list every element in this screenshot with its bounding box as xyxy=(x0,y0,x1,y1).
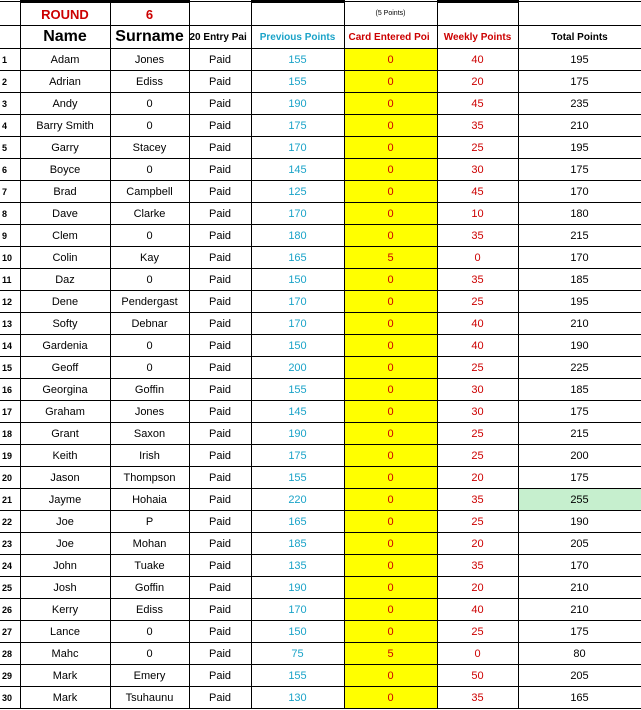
row-number[interactable]: 11 xyxy=(0,269,20,291)
cell-card-entered-points[interactable]: 0 xyxy=(344,687,437,709)
cell-weekly-points[interactable]: 20 xyxy=(437,467,518,489)
table-row xyxy=(0,511,641,533)
cell-card-entered-points[interactable]: 0 xyxy=(344,159,437,181)
cell-weekly-points[interactable]: 50 xyxy=(437,665,518,687)
cell-entry-paid[interactable]: Paid xyxy=(189,181,251,203)
cell-total-points[interactable]: 210 xyxy=(518,313,641,335)
cell-name[interactable]: Colin xyxy=(20,247,110,269)
cell-total-points[interactable]: 175 xyxy=(518,467,641,489)
cell-card-entered-points[interactable]: 5 xyxy=(344,643,437,665)
row-number[interactable]: 28 xyxy=(0,643,20,665)
header-name[interactable]: Name xyxy=(20,26,110,49)
cell-previous-points[interactable]: 135 xyxy=(251,555,344,577)
cell-total-points[interactable]: 255 xyxy=(518,489,641,511)
cell-weekly-points[interactable]: 40 xyxy=(437,313,518,335)
cell-total-points[interactable]: 195 xyxy=(518,49,641,71)
cell-entry-paid[interactable]: Paid xyxy=(189,467,251,489)
cell-entry-paid[interactable]: Paid xyxy=(189,93,251,115)
row-number[interactable]: 21 xyxy=(0,489,20,511)
row-number[interactable]: 8 xyxy=(0,203,20,225)
table-row xyxy=(0,247,641,269)
cell-name[interactable]: Georgina xyxy=(20,379,110,401)
cell-total-points[interactable]: 185 xyxy=(518,269,641,291)
cell-name[interactable]: Boyce xyxy=(20,159,110,181)
cell-total-points[interactable]: 165 xyxy=(518,687,641,709)
cell-total-points[interactable]: 180 xyxy=(518,203,641,225)
cell-name[interactable]: Dene xyxy=(20,291,110,313)
cell-previous-points[interactable]: 200 xyxy=(251,357,344,379)
cell-previous-points[interactable]: 150 xyxy=(251,335,344,357)
cell-card-entered-points[interactable]: 0 xyxy=(344,357,437,379)
table-row xyxy=(0,577,641,599)
cell-previous-points[interactable]: 170 xyxy=(251,291,344,313)
cell-previous-points[interactable]: 155 xyxy=(251,71,344,93)
cell-card-entered-points[interactable]: 0 xyxy=(344,137,437,159)
cell-previous-points[interactable]: 165 xyxy=(251,511,344,533)
cell-card-entered-points[interactable]: 0 xyxy=(344,533,437,555)
cell-surname[interactable]: 0 xyxy=(110,269,189,291)
cell-surname[interactable]: 0 xyxy=(110,357,189,379)
cell-card-entered-points[interactable]: 0 xyxy=(344,225,437,247)
table-row xyxy=(0,621,641,643)
cell-entry-paid[interactable]: Paid xyxy=(189,313,251,335)
row-number[interactable]: 29 xyxy=(0,665,20,687)
row-number[interactable]: 25 xyxy=(0,577,20,599)
cell-surname[interactable]: Hohaia xyxy=(110,489,189,511)
table-row xyxy=(0,379,641,401)
cell-weekly-points[interactable]: 35 xyxy=(437,225,518,247)
cell-entry-paid[interactable]: Paid xyxy=(189,71,251,93)
cell-entry-paid[interactable]: Paid xyxy=(189,489,251,511)
table-row xyxy=(0,489,641,511)
row-number[interactable]: 12 xyxy=(0,291,20,313)
round-blank-weekly[interactable] xyxy=(437,2,518,26)
cell-surname[interactable]: Goffin xyxy=(110,379,189,401)
cell-weekly-points[interactable]: 35 xyxy=(437,115,518,137)
cell-name[interactable]: Grant xyxy=(20,423,110,445)
cell-card-entered-points[interactable]: 0 xyxy=(344,511,437,533)
table-row xyxy=(0,401,641,423)
cell-previous-points[interactable]: 150 xyxy=(251,621,344,643)
cell-previous-points[interactable]: 190 xyxy=(251,93,344,115)
cell-total-points[interactable]: 225 xyxy=(518,357,641,379)
cell-entry-paid[interactable]: Paid xyxy=(189,687,251,709)
cell-previous-points[interactable]: 155 xyxy=(251,49,344,71)
table-row xyxy=(0,335,641,357)
table-row xyxy=(0,269,641,291)
cell-name[interactable]: Josh xyxy=(20,577,110,599)
cell-surname[interactable]: 0 xyxy=(110,159,189,181)
cell-card-entered-points[interactable]: 0 xyxy=(344,291,437,313)
row-number[interactable]: 26 xyxy=(0,599,20,621)
table-row xyxy=(0,181,641,203)
table-row xyxy=(0,49,641,71)
cell-previous-points[interactable]: 170 xyxy=(251,137,344,159)
cell-surname[interactable]: 0 xyxy=(110,225,189,247)
cell-weekly-points[interactable]: 20 xyxy=(437,533,518,555)
table-row xyxy=(0,71,641,93)
cell-previous-points[interactable]: 190 xyxy=(251,577,344,599)
cell-total-points[interactable]: 215 xyxy=(518,225,641,247)
cell-previous-points[interactable]: 170 xyxy=(251,313,344,335)
cell-previous-points[interactable]: 190 xyxy=(251,423,344,445)
cell-name[interactable]: Brad xyxy=(20,181,110,203)
cell-surname[interactable]: 0 xyxy=(110,643,189,665)
cell-previous-points[interactable]: 185 xyxy=(251,533,344,555)
cell-card-entered-points[interactable]: 0 xyxy=(344,665,437,687)
row-number[interactable]: 13 xyxy=(0,313,20,335)
row-number[interactable]: 18 xyxy=(0,423,20,445)
table-row xyxy=(0,687,641,709)
table-row xyxy=(0,555,641,577)
cell-surname[interactable]: Irish xyxy=(110,445,189,467)
corner-cell[interactable] xyxy=(0,2,20,26)
round-blank-total[interactable] xyxy=(518,2,641,26)
row-number[interactable]: 1 xyxy=(0,49,20,71)
cell-surname[interactable]: Goffin xyxy=(110,577,189,599)
table-row xyxy=(0,291,641,313)
cell-total-points[interactable]: 210 xyxy=(518,577,641,599)
cell-total-points[interactable]: 210 xyxy=(518,599,641,621)
cell-name[interactable]: Gardenia xyxy=(20,335,110,357)
cell-surname[interactable]: 0 xyxy=(110,621,189,643)
cell-previous-points[interactable]: 125 xyxy=(251,181,344,203)
cell-total-points[interactable]: 195 xyxy=(518,291,641,313)
cell-card-entered-points[interactable]: 0 xyxy=(344,401,437,423)
cell-weekly-points[interactable]: 30 xyxy=(437,379,518,401)
cell-surname[interactable]: Tuake xyxy=(110,555,189,577)
cell-entry-paid[interactable]: Paid xyxy=(189,599,251,621)
cell-surname[interactable]: Stacey xyxy=(110,137,189,159)
cell-entry-paid[interactable]: Paid xyxy=(189,159,251,181)
cell-previous-points[interactable]: 175 xyxy=(251,115,344,137)
cell-card-entered-points[interactable]: 0 xyxy=(344,445,437,467)
row-number[interactable]: 10 xyxy=(0,247,20,269)
cell-card-entered-points[interactable]: 0 xyxy=(344,555,437,577)
cell-total-points[interactable]: 215 xyxy=(518,423,641,445)
cell-total-points[interactable]: 175 xyxy=(518,401,641,423)
cell-total-points[interactable]: 170 xyxy=(518,181,641,203)
row-number[interactable]: 15 xyxy=(0,357,20,379)
cell-weekly-points[interactable]: 25 xyxy=(437,137,518,159)
card-points-note[interactable]: (5 Points) xyxy=(344,2,437,26)
row-number[interactable]: 3 xyxy=(0,93,20,115)
cell-name[interactable]: Daz xyxy=(20,269,110,291)
cell-entry-paid[interactable]: Paid xyxy=(189,115,251,137)
cell-weekly-points[interactable]: 0 xyxy=(437,247,518,269)
cell-card-entered-points[interactable]: 0 xyxy=(344,423,437,445)
cell-entry-paid[interactable]: Paid xyxy=(189,357,251,379)
row-number[interactable]: 20 xyxy=(0,467,20,489)
cell-entry-paid[interactable]: Paid xyxy=(189,137,251,159)
cell-weekly-points[interactable]: 40 xyxy=(437,335,518,357)
cell-total-points[interactable]: 195 xyxy=(518,137,641,159)
cell-surname[interactable]: Thompson xyxy=(110,467,189,489)
cell-name[interactable]: Garry xyxy=(20,137,110,159)
cell-total-points[interactable]: 175 xyxy=(518,71,641,93)
cell-surname[interactable]: Tsuhaunu xyxy=(110,687,189,709)
cell-previous-points[interactable]: 220 xyxy=(251,489,344,511)
cell-total-points[interactable]: 235 xyxy=(518,93,641,115)
cell-total-points[interactable]: 170 xyxy=(518,555,641,577)
cell-surname[interactable]: Ediss xyxy=(110,599,189,621)
header-surname[interactable]: Surname xyxy=(110,26,189,49)
cell-card-entered-points[interactable]: 0 xyxy=(344,621,437,643)
cell-surname[interactable]: Debnar xyxy=(110,313,189,335)
table-row xyxy=(0,225,641,247)
cell-card-entered-points[interactable]: 0 xyxy=(344,181,437,203)
cell-card-entered-points[interactable]: 5 xyxy=(344,247,437,269)
round-blank-prev[interactable] xyxy=(251,2,344,26)
cell-previous-points[interactable]: 75 xyxy=(251,643,344,665)
cell-previous-points[interactable]: 155 xyxy=(251,665,344,687)
cell-card-entered-points[interactable]: 0 xyxy=(344,203,437,225)
cell-entry-paid[interactable]: Paid xyxy=(189,555,251,577)
cell-card-entered-points[interactable]: 0 xyxy=(344,489,437,511)
cell-name[interactable]: Mark xyxy=(20,687,110,709)
header-previous-points[interactable]: Previous Points xyxy=(251,26,344,49)
table-row xyxy=(0,445,641,467)
row-number[interactable]: 4 xyxy=(0,115,20,137)
cell-total-points[interactable]: 175 xyxy=(518,621,641,643)
cell-name[interactable]: Geoff xyxy=(20,357,110,379)
cell-name[interactable]: Jayme xyxy=(20,489,110,511)
cell-total-points[interactable]: 210 xyxy=(518,115,641,137)
cell-weekly-points[interactable]: 20 xyxy=(437,71,518,93)
cell-total-points[interactable]: 200 xyxy=(518,445,641,467)
header-corner[interactable] xyxy=(0,26,20,49)
cell-name[interactable]: Joe xyxy=(20,511,110,533)
table-row xyxy=(0,643,641,665)
cell-card-entered-points[interactable]: 0 xyxy=(344,71,437,93)
cell-weekly-points[interactable]: 25 xyxy=(437,621,518,643)
cell-name[interactable]: Softy xyxy=(20,313,110,335)
cell-name[interactable]: Barry Smith xyxy=(20,115,110,137)
cell-name[interactable]: Lance xyxy=(20,621,110,643)
cell-previous-points[interactable]: 145 xyxy=(251,159,344,181)
cell-entry-paid[interactable]: Paid xyxy=(189,423,251,445)
header-row xyxy=(0,26,641,49)
cell-surname[interactable]: Pendergast xyxy=(110,291,189,313)
row-number[interactable]: 14 xyxy=(0,335,20,357)
cell-entry-paid[interactable]: Paid xyxy=(189,621,251,643)
cell-previous-points[interactable]: 145 xyxy=(251,401,344,423)
row-number[interactable]: 24 xyxy=(0,555,20,577)
cell-name[interactable]: Dave xyxy=(20,203,110,225)
cell-card-entered-points[interactable]: 0 xyxy=(344,269,437,291)
cell-name[interactable]: Andy xyxy=(20,93,110,115)
cell-card-entered-points[interactable]: 0 xyxy=(344,49,437,71)
cell-card-entered-points[interactable]: 0 xyxy=(344,467,437,489)
cell-weekly-points[interactable]: 25 xyxy=(437,511,518,533)
row-number[interactable]: 7 xyxy=(0,181,20,203)
table-row xyxy=(0,93,641,115)
table-row xyxy=(0,357,641,379)
cell-weekly-points[interactable]: 35 xyxy=(437,489,518,511)
cell-name[interactable]: Keith xyxy=(20,445,110,467)
cell-total-points[interactable]: 170 xyxy=(518,247,641,269)
cell-surname[interactable]: 0 xyxy=(110,93,189,115)
row-number[interactable]: 27 xyxy=(0,621,20,643)
cell-weekly-points[interactable]: 0 xyxy=(437,643,518,665)
round-label[interactable]: ROUND xyxy=(20,2,110,26)
cell-entry-paid[interactable]: Paid xyxy=(189,269,251,291)
cell-weekly-points[interactable]: 25 xyxy=(437,423,518,445)
header-total-points[interactable]: Total Points xyxy=(518,26,641,49)
cell-weekly-points[interactable]: 30 xyxy=(437,401,518,423)
cell-entry-paid[interactable]: Paid xyxy=(189,533,251,555)
cell-weekly-points[interactable]: 40 xyxy=(437,49,518,71)
cell-surname[interactable]: 0 xyxy=(110,115,189,137)
table-row xyxy=(0,423,641,445)
cell-entry-paid[interactable]: Paid xyxy=(189,247,251,269)
cell-weekly-points[interactable]: 45 xyxy=(437,93,518,115)
table-row xyxy=(0,467,641,489)
cell-entry-paid[interactable]: Paid xyxy=(189,379,251,401)
cell-name[interactable]: Kerry xyxy=(20,599,110,621)
cell-entry-paid[interactable]: Paid xyxy=(189,291,251,313)
row-number[interactable]: 16 xyxy=(0,379,20,401)
cell-previous-points[interactable]: 155 xyxy=(251,379,344,401)
cell-previous-points[interactable]: 130 xyxy=(251,687,344,709)
table-row xyxy=(0,203,641,225)
cell-surname[interactable]: Jones xyxy=(110,401,189,423)
cell-entry-paid[interactable]: Paid xyxy=(189,401,251,423)
cell-weekly-points[interactable]: 25 xyxy=(437,357,518,379)
cell-surname[interactable]: Mohan xyxy=(110,533,189,555)
round-row xyxy=(0,2,641,26)
cell-name[interactable]: Joe xyxy=(20,533,110,555)
cell-previous-points[interactable]: 180 xyxy=(251,225,344,247)
cell-surname[interactable]: Saxon xyxy=(110,423,189,445)
cell-previous-points[interactable]: 150 xyxy=(251,269,344,291)
cell-weekly-points[interactable]: 45 xyxy=(437,181,518,203)
cell-surname[interactable]: Emery xyxy=(110,665,189,687)
cell-previous-points[interactable]: 155 xyxy=(251,467,344,489)
cell-card-entered-points[interactable]: 0 xyxy=(344,335,437,357)
cell-card-entered-points[interactable]: 0 xyxy=(344,599,437,621)
cell-entry-paid[interactable]: Paid xyxy=(189,203,251,225)
cell-name[interactable]: Adrian xyxy=(20,71,110,93)
header-weekly-points[interactable]: Weekly Points xyxy=(437,26,518,49)
cell-surname[interactable]: Jones xyxy=(110,49,189,71)
cell-entry-paid[interactable]: Paid xyxy=(189,225,251,247)
row-number[interactable]: 2 xyxy=(0,71,20,93)
cell-surname[interactable]: Ediss xyxy=(110,71,189,93)
cell-name[interactable]: Mark xyxy=(20,665,110,687)
table-row xyxy=(0,533,641,555)
cell-previous-points[interactable]: 170 xyxy=(251,203,344,225)
cell-name[interactable]: Clem xyxy=(20,225,110,247)
cell-previous-points[interactable]: 170 xyxy=(251,599,344,621)
row-number[interactable]: 6 xyxy=(0,159,20,181)
cell-card-entered-points[interactable]: 0 xyxy=(344,115,437,137)
cell-total-points[interactable]: 205 xyxy=(518,533,641,555)
header-entry-paid[interactable]: 20 Entry Pai xyxy=(189,26,251,49)
cell-weekly-points[interactable]: 25 xyxy=(437,291,518,313)
cell-weekly-points[interactable]: 35 xyxy=(437,555,518,577)
cell-card-entered-points[interactable]: 0 xyxy=(344,379,437,401)
cell-surname[interactable]: 0 xyxy=(110,335,189,357)
cell-weekly-points[interactable]: 20 xyxy=(437,577,518,599)
cell-weekly-points[interactable]: 35 xyxy=(437,269,518,291)
row-number[interactable]: 9 xyxy=(0,225,20,247)
cell-name[interactable]: Adam xyxy=(20,49,110,71)
cell-total-points[interactable]: 205 xyxy=(518,665,641,687)
table-row xyxy=(0,159,641,181)
cell-name[interactable]: Mahc xyxy=(20,643,110,665)
cell-weekly-points[interactable]: 25 xyxy=(437,445,518,467)
cell-previous-points[interactable]: 165 xyxy=(251,247,344,269)
table-row xyxy=(0,313,641,335)
table-row xyxy=(0,115,641,137)
row-number[interactable]: 22 xyxy=(0,511,20,533)
cell-name[interactable]: Graham xyxy=(20,401,110,423)
row-number[interactable]: 23 xyxy=(0,533,20,555)
cell-total-points[interactable]: 185 xyxy=(518,379,641,401)
cell-weekly-points[interactable]: 30 xyxy=(437,159,518,181)
cell-weekly-points[interactable]: 35 xyxy=(437,687,518,709)
header-card-entered-points[interactable]: Card Entered Poi xyxy=(344,26,437,49)
cell-surname[interactable]: Clarke xyxy=(110,203,189,225)
row-number[interactable]: 5 xyxy=(0,137,20,159)
round-value[interactable]: 6 xyxy=(110,2,189,26)
cell-entry-paid[interactable]: Paid xyxy=(189,577,251,599)
cell-entry-paid[interactable]: Paid xyxy=(189,335,251,357)
cell-entry-paid[interactable]: Paid xyxy=(189,445,251,467)
cell-total-points[interactable]: 175 xyxy=(518,159,641,181)
cell-name[interactable]: Jason xyxy=(20,467,110,489)
round-blank-entry[interactable] xyxy=(189,2,251,26)
cell-surname[interactable]: Kay xyxy=(110,247,189,269)
cell-name[interactable]: John xyxy=(20,555,110,577)
cell-weekly-points[interactable]: 10 xyxy=(437,203,518,225)
cell-entry-paid[interactable]: Paid xyxy=(189,665,251,687)
table-row xyxy=(0,599,641,621)
cell-weekly-points[interactable]: 40 xyxy=(437,599,518,621)
cell-card-entered-points[interactable]: 0 xyxy=(344,313,437,335)
cell-total-points[interactable]: 190 xyxy=(518,511,641,533)
row-number[interactable]: 30 xyxy=(0,687,20,709)
cell-total-points[interactable]: 80 xyxy=(518,643,641,665)
cell-previous-points[interactable]: 175 xyxy=(251,445,344,467)
row-number[interactable]: 19 xyxy=(0,445,20,467)
cell-entry-paid[interactable]: Paid xyxy=(189,643,251,665)
cell-surname[interactable]: P xyxy=(110,511,189,533)
cell-entry-paid[interactable]: Paid xyxy=(189,511,251,533)
table-row xyxy=(0,137,641,159)
cell-card-entered-points[interactable]: 0 xyxy=(344,577,437,599)
cell-surname[interactable]: Campbell xyxy=(110,181,189,203)
cell-entry-paid[interactable]: Paid xyxy=(189,49,251,71)
table-row xyxy=(0,665,641,687)
row-number[interactable]: 17 xyxy=(0,401,20,423)
cell-total-points[interactable]: 190 xyxy=(518,335,641,357)
cell-card-entered-points[interactable]: 0 xyxy=(344,93,437,115)
